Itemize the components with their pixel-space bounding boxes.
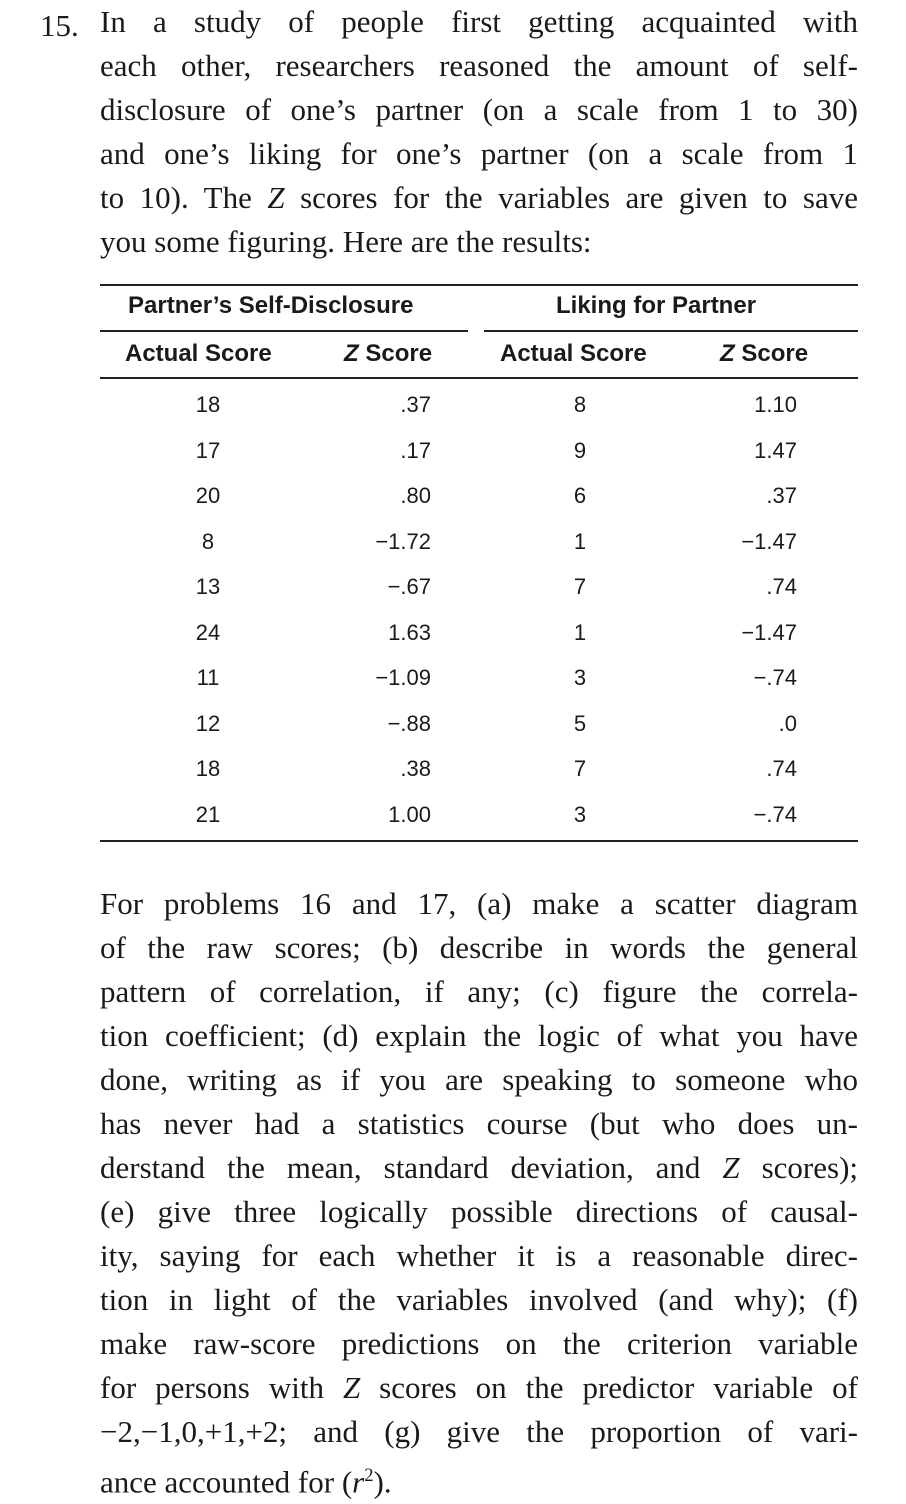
col-header-z-2: Z Score [720,340,809,367]
table-cell: 8 [573,392,587,417]
table-cell: −1.47 [741,528,797,554]
table-cell: 1.10 [754,392,797,417]
table-cell: −.74 [753,665,797,690]
table-cell: −1.47 [741,619,797,645]
instruction-line-4: tion coefficient; (d) explain the logic of what you have [100,1018,858,1053]
table-bottom-rule [100,840,858,842]
col-header-actual-2: Actual Score [500,340,647,367]
table-cell: 3 [573,665,587,690]
group-rule-right [484,330,858,332]
table-cell: −.88 [387,710,431,736]
table-top-rule [100,284,858,286]
instruction-line-3: pattern of correlation, if any; (c) figure the correla- [100,974,858,1009]
table-cell: 1.47 [754,437,797,463]
table-cell: 17 [195,437,221,463]
table-cell: 8 [201,528,215,554]
table-cell: 21 [195,801,221,827]
problem-number: 15. [40,8,79,43]
problem-line-6: you some figuring. Here are the results: [100,224,592,259]
instruction-line-10: tion in light of the variables involved (and why); (f) [100,1282,858,1317]
group-header-self-disclosure: Partner’s Self-Disclosure [128,292,414,319]
instruction-line-7: derstand the mean, standard deviation, and Z scores); [100,1150,858,1185]
instruction-line-9: ity, saying for each whether it is a reasonable direc- [100,1238,858,1273]
table-cell: −.67 [387,574,431,599]
table-cell: 3 [573,801,587,827]
table-cell: −.74 [753,801,797,827]
table-cell: .74 [766,574,797,599]
problem-line-4: and one’s liking for one’s partner (on a scale from 1 [100,136,858,171]
table-cell: 13 [195,574,221,599]
table-cell: 18 [195,756,221,781]
instruction-line-2: of the raw scores; (b) describe in words the general [100,930,858,965]
group-rule-left [100,330,468,332]
table-cell: 24 [195,619,221,645]
group-header-liking: Liking for Partner [556,292,757,319]
col-header-actual-1: Actual Score [125,340,272,367]
table-cell: .37 [400,392,431,417]
instructions-paragraph [100,882,858,1504]
instruction-line-13: −2,−1,0,+1,+2; and (g) give the proportion of vari- [100,1414,858,1449]
table-cell: −1.72 [375,528,431,554]
table-cell: .38 [400,756,431,781]
instruction-line-8: (e) give three logically possible directions of causal- [100,1194,858,1229]
table-cell: .0 [778,710,797,736]
header-bottom-rule [100,377,858,379]
table-cell: 1 [573,528,587,554]
instruction-line-12: for persons with Z scores on the predictor variable of [100,1370,858,1405]
table-cell: 1.63 [388,619,431,645]
instruction-line-11: make raw-score predictions on the criterion variable [100,1326,858,1361]
table-cell: 5 [573,710,587,736]
problem-line-5: to 10). The Z scores for the variables are given to save [100,180,858,215]
table-cell: 7 [573,756,587,781]
table-cell: 9 [573,437,587,463]
problem-line-1: In a study of people first getting acquainted with [100,4,858,39]
table-cell: .80 [400,483,431,508]
col-header-z-1: Z Score [344,340,433,367]
table-cell: 11 [196,665,220,690]
table-cell: .37 [766,483,797,508]
table-cell: 18 [195,392,221,417]
problem-line-2: each other, researchers reasoned the amount of self- [100,48,858,83]
table-cell: 20 [195,483,221,508]
instruction-line-6: has never had a statistics course (but who does un- [100,1106,858,1141]
instruction-line-14: ance accounted for $(r^2)$. [100,1464,392,1500]
scores-table [100,282,860,842]
instruction-line-5: done, writing as if you are speaking to someone who [100,1062,858,1097]
table-cell: 6 [573,483,587,508]
instruction-line-1: For problems 16 and 17, (a) make a scatter diagram [100,886,858,921]
table-cell: 1.00 [388,801,431,827]
problem-line-3: disclosure of one’s partner (on a scale from 1 to 30) [100,92,858,127]
table-cell: −1.09 [375,665,431,690]
table-cell: 12 [195,710,221,736]
table-cell: .74 [766,756,797,781]
table-cell: .17 [400,437,431,463]
table-cell: 7 [573,574,587,599]
table-cell: 1 [573,619,587,645]
